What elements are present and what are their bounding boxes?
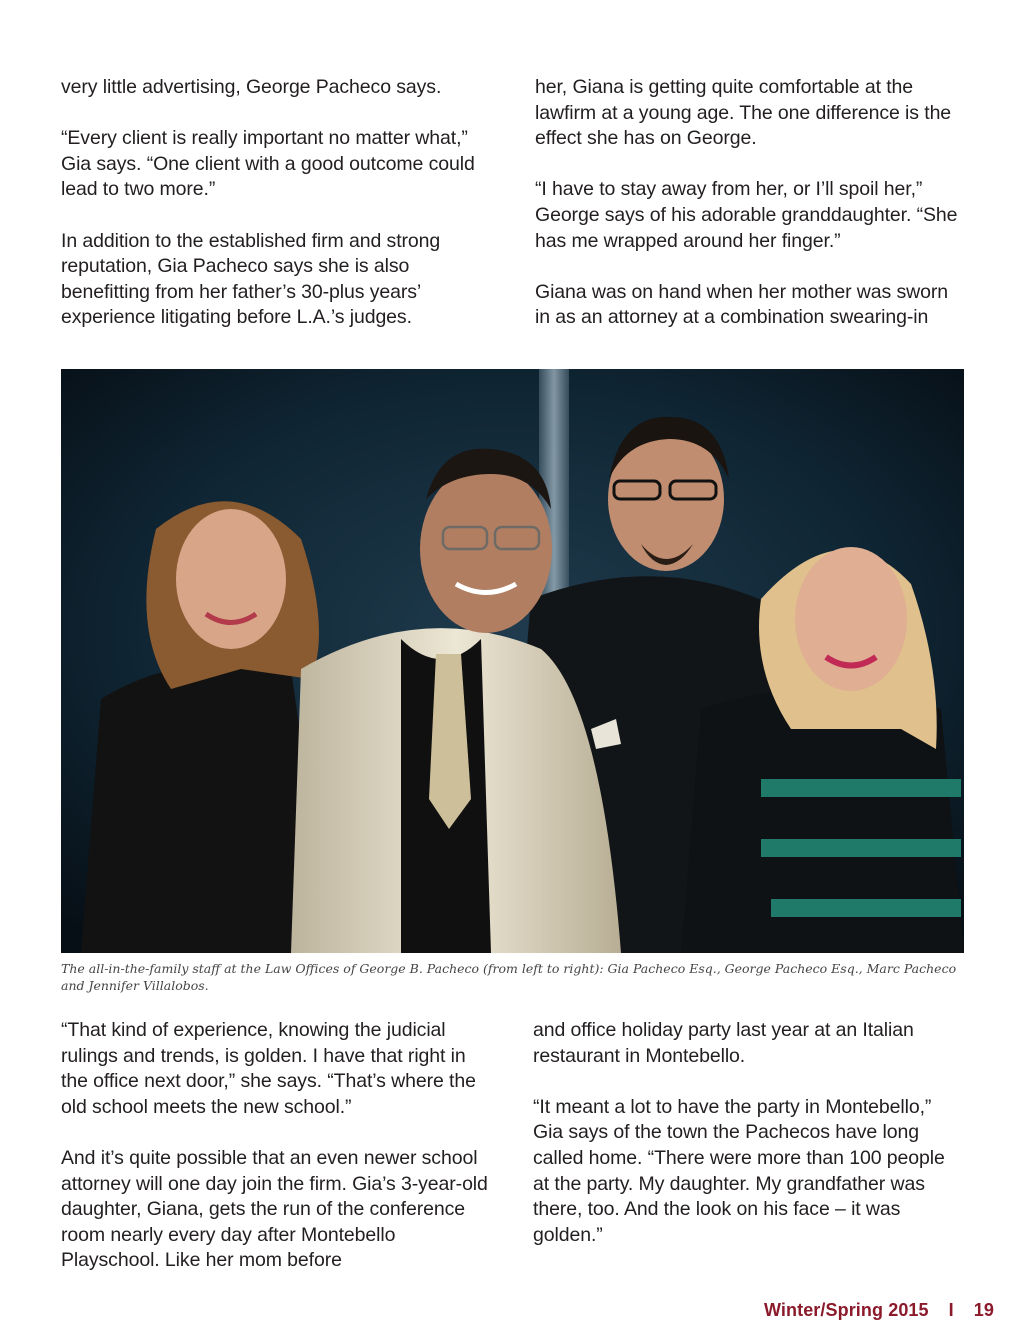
paragraph: and office holiday party last year at an Italian restaurant in Montebello.: [533, 1019, 914, 1067]
footer-separator: I: [948, 1300, 954, 1320]
paragraph: “It meant a lot to have the party in Montebello,” Gia says of the town the Pachecos have long called home. “There were more than 100 people at the party. My daughter. My grandfather was there, too. And the look on his face – it was golden.”: [533, 1095, 945, 1246]
article-column-top-left: [61, 75, 493, 331]
page-number: 19: [973, 1300, 994, 1320]
article-column-bottom-left: [61, 1018, 493, 1274]
issue-label: Winter/Spring 2015: [763, 1300, 929, 1320]
paragraph: “I have to stay away from her, or I’ll spoil her,” George says of his adorable granddaughter. “She has me wrapped around her finger.”: [535, 178, 958, 252]
photo-caption: The all-in-the-family staff at the Law Offices of George B. Pacheco (from left to right): Gia Pacheco Esq., George Pacheco Esq., Marc Pacheco and Jennifer Villalobos.: [61, 961, 957, 993]
paragraph: very little advertising, George Pacheco says.: [61, 76, 442, 98]
paragraph: In addition to the established firm and strong reputation, Gia Pacheco says she is also benefitting from her father’s 30-plus years’ experience litigating before L.A.’s judges.: [61, 229, 441, 329]
paragraph: And it’s quite possible that an even newer school attorney will one day join the firm. Gia’s 3-year-old daughter, Giana, gets the run of the conference room nearly every day after Montebello Playschool. Like her mom before: [61, 1146, 488, 1272]
page-footer: [764, 1300, 994, 1321]
paragraph: “Every client is really important no matter what,” Gia says. “One client with a good outcome could lead to two more.”: [61, 127, 475, 201]
article-column-top-right: [535, 75, 967, 331]
article-column-bottom-right: [533, 1018, 965, 1248]
photo-illustration: [61, 369, 964, 953]
paragraph: her, Giana is getting quite comfortable at the lawfirm at a young age. The one difference is the effect she has on George.: [535, 76, 952, 150]
paragraph: “That kind of experience, knowing the judicial rulings and trends, is golden. I have that right in the office next door,” she says. “That’s where the old school meets the new school.”: [61, 1019, 476, 1118]
family-staff-photo: [61, 369, 964, 953]
paragraph: Giana was on hand when her mother was sworn in as an attorney at a combination swearing-in: [535, 280, 949, 329]
